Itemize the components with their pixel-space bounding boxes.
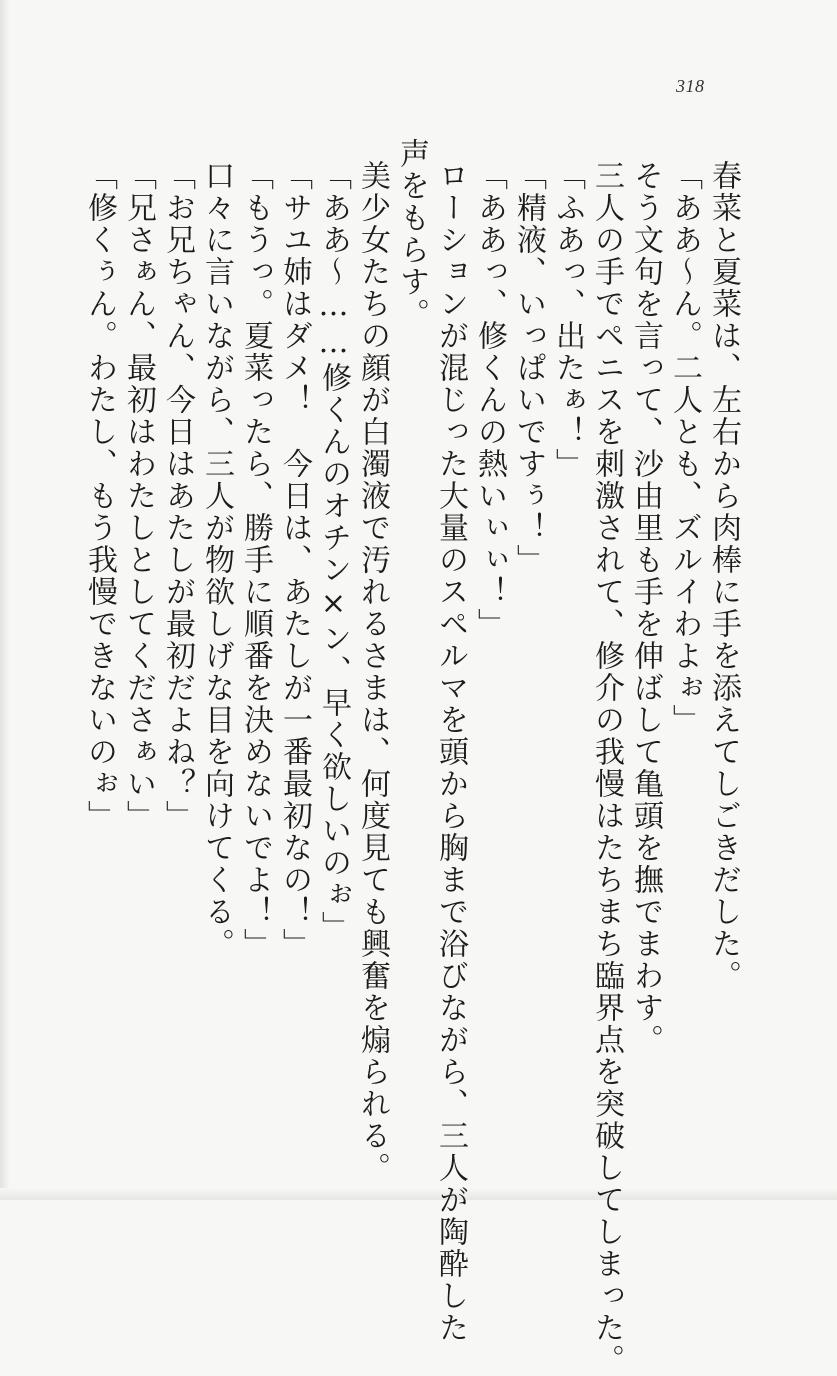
text-line-10: 美少女たちの顔が白濁液で汚れるさまは、何度見ても興奮を煽られる。 xyxy=(355,160,390,1184)
scan-shadow-bottom xyxy=(0,1188,837,1200)
text-line-9: 声をもらす。 xyxy=(394,138,429,330)
text-line-8: ローションが混じった大量のスペルマを頭から胸まで浴びながら、三人が陶酔した xyxy=(433,160,468,1344)
text-line-5: 「ふあっ、出たぁ！」 xyxy=(550,160,585,480)
text-line-14: 口々に言いながら、三人が物欲しげな目を向けてくる。 xyxy=(199,160,234,960)
page-number: 318 xyxy=(676,76,705,96)
text-line-13: 「もうっ。夏菜ったら、勝手に順番を決めないでよ！」 xyxy=(238,160,273,960)
scan-shadow-left xyxy=(0,0,10,1200)
text-line-15: 「お兄ちゃん、今日はあたしが最初だよね？」 xyxy=(160,160,195,832)
text-line-4: 三人の手でペニスを刺激されて、修介の我慢はたちまち臨界点を突破してしまった。 xyxy=(589,160,624,1376)
text-line-7: 「ああっ、修くんの熱いぃぃ！」 xyxy=(472,160,507,640)
text-line-17: 「修くぅん。わたし、もう我慢できないのぉ」 xyxy=(82,160,117,832)
text-line-16: 「兄さぁん、最初はわたしとしてくださぁい」 xyxy=(121,160,156,832)
text-line-1: 春菜と夏菜は、左右から肉棒に手を添えてしごきだした。 xyxy=(706,160,741,992)
text-line-3: そう文句を言って、沙由里も手を伸ばして亀頭を撫でまわす。 xyxy=(628,160,663,1056)
text-line-11: 「ああ〜……修くんのオチン×ン、早く欲しいのぉ」 xyxy=(316,160,351,943)
text-line-2: 「ああ〜ん。二人とも、ズルイわよぉ」 xyxy=(667,160,702,736)
text-line-12: 「サユ姉はダメ！ 今日は、あたしが一番最初なの！」 xyxy=(277,160,312,960)
text-line-6: 「精液、いっぱいですぅ！」 xyxy=(511,160,546,576)
